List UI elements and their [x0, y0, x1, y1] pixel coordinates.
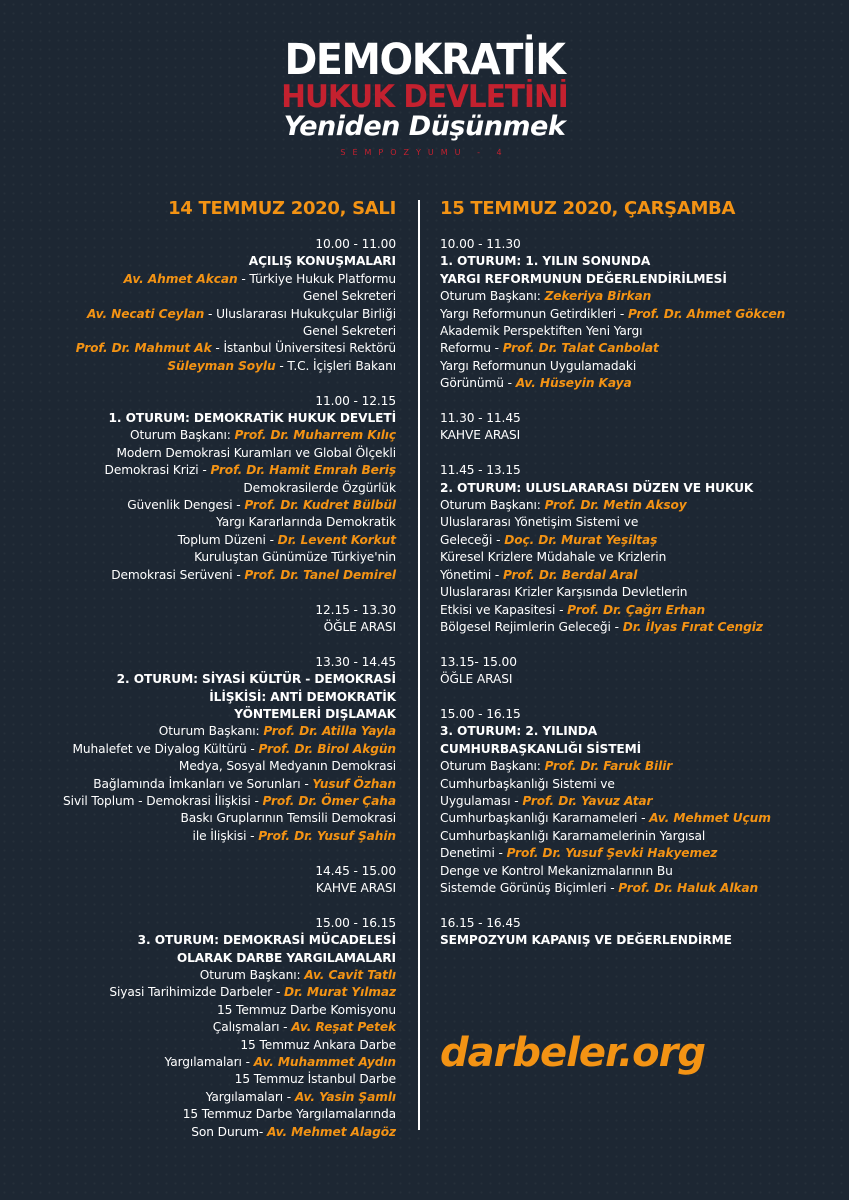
- column-divider: [418, 200, 420, 1130]
- line-text: Oturum Başkanı:: [440, 498, 545, 513]
- session-line: [440, 793, 840, 810]
- session-line: [20, 932, 396, 949]
- session-line: [440, 323, 840, 340]
- session-line: [440, 932, 840, 949]
- line-text: Genel Sekreteri: [302, 289, 396, 304]
- line-text: Oturum Başkanı:: [129, 428, 235, 443]
- session-line: [20, 1054, 396, 1071]
- line-text: Cumhurbaşkanlığı Kararnameleri -: [440, 811, 650, 826]
- speaker-name: Prof. Dr. Yavuz Atar: [522, 793, 653, 808]
- line-text: 1. OTURUM: 1. YILIN SONUNDA: [440, 254, 651, 269]
- line-text: Yargı Kararlarında Demokratik: [216, 515, 396, 530]
- line-text: ÖĞLE ARASI: [323, 619, 396, 634]
- session-time: [440, 462, 840, 479]
- line-text: Demokrasi Krizi -: [104, 463, 211, 478]
- session-line: [20, 445, 396, 462]
- session-line: [440, 845, 840, 862]
- session-line: [440, 427, 840, 444]
- speaker-name: Prof. Dr. Metin Aksoy: [544, 498, 687, 513]
- speaker-name: Prof. Dr. Muharrem Kılıç: [234, 428, 396, 443]
- session-line: [20, 1019, 396, 1036]
- session-block: [440, 654, 840, 689]
- line-text: Cumhurbaşkanlığı Kararnamelerinin Yargısal: [440, 828, 706, 843]
- session-line: [20, 427, 396, 444]
- session-line: [20, 880, 396, 897]
- session-line: [20, 967, 396, 984]
- session-line: [20, 1002, 396, 1019]
- speaker-name: Prof. Dr. Ahmet Gökcen: [627, 306, 786, 321]
- line-text: Cumhurbaşkanlığı Sistemi ve: [440, 776, 615, 791]
- session-line: [440, 532, 840, 549]
- session-line: [440, 288, 840, 305]
- session-line: [20, 723, 396, 740]
- session-line: [20, 271, 396, 288]
- logo-title-line1: DEMOKRATİK: [284, 35, 565, 85]
- speaker-name: Av. Yasin Şamlı: [294, 1089, 396, 1104]
- line-text: 12.15 - 13.30: [315, 602, 396, 617]
- line-text: Küresel Krizlere Müdahale ve Krizlerin: [440, 550, 667, 565]
- line-text: YARGI REFORMUNUN DEĞERLENDİRİLMESİ: [440, 271, 727, 286]
- session-block: [20, 654, 396, 845]
- session-line: [440, 741, 840, 758]
- session-time: [440, 915, 840, 932]
- session-line: [440, 671, 840, 688]
- session-line: [20, 741, 396, 758]
- session-block: [20, 602, 396, 637]
- session-line: [20, 410, 396, 427]
- line-text: Geleceği -: [440, 532, 505, 547]
- session-line: [440, 584, 840, 601]
- session-line: [20, 288, 396, 305]
- session-line: [440, 549, 840, 566]
- line-text: Siyasi Tarihimizde Darbeler -: [109, 985, 285, 1000]
- session-line: [20, 950, 396, 967]
- session-line: [440, 253, 840, 270]
- symposium-logo: [0, 35, 849, 157]
- line-text: Uluslararası Yönetişim Sistemi ve: [440, 515, 639, 530]
- line-text: Akademik Perspektiften Yeni Yargı: [440, 324, 643, 339]
- line-text: Sivil Toplum - Demokrasi İlişkisi -: [63, 793, 263, 808]
- line-text: Oturum Başkanı:: [440, 289, 545, 304]
- session-time: [20, 236, 396, 253]
- session-line: [440, 863, 840, 880]
- session-line: [440, 776, 840, 793]
- line-text: Denetimi -: [440, 846, 507, 861]
- line-text: - Uluslararası Hukukçular Birliği: [204, 306, 396, 321]
- line-text: ÖĞLE ARASI: [440, 672, 513, 687]
- line-text: KAHVE ARASI: [315, 880, 396, 895]
- day1-sessions: [20, 236, 396, 1141]
- session-time: [20, 393, 396, 410]
- session-line: [20, 810, 396, 827]
- line-text: 10.00 - 11.30: [440, 237, 521, 251]
- session-line: [20, 776, 396, 793]
- session-block: [440, 915, 840, 950]
- day1-heading: 14 TEMMUZ 2020, SALI: [168, 198, 396, 219]
- line-text: ile İlişkisi -: [192, 828, 259, 843]
- session-line: [440, 306, 840, 323]
- session-line: [20, 306, 396, 323]
- line-text: 15.00 - 16.15: [440, 706, 521, 721]
- line-text: Yargılamaları -: [164, 1055, 254, 1070]
- session-line: [440, 497, 840, 514]
- session-line: [440, 271, 840, 288]
- session-line: [20, 1124, 396, 1141]
- speaker-name: Prof. Dr. Tanel Demirel: [244, 567, 396, 582]
- speaker-name: Prof. Dr. Kudret Bülbül: [244, 498, 396, 513]
- session-block: [440, 410, 840, 445]
- session-line: [20, 828, 396, 845]
- speaker-name: Dr. İlyas Fırat Cengiz: [622, 619, 763, 634]
- line-text: Denge ve Kontrol Mekanizmalarının Bu: [440, 863, 673, 878]
- line-text: Etkisi ve Kapasitesi -: [440, 602, 568, 617]
- session-line: [440, 480, 840, 497]
- session-time: [20, 863, 396, 880]
- speaker-name: Prof. Dr. Yusuf Şahin: [258, 828, 396, 843]
- line-text: Güvenlik Dengesi -: [127, 498, 245, 513]
- speaker-name: Prof. Dr. Talat Canbolat: [502, 341, 659, 356]
- line-text: Muhalefet ve Diyalog Kültürü -: [72, 741, 259, 756]
- session-line: [440, 375, 840, 392]
- logo-subtitle: SEMPOZYUMU - 4: [340, 148, 509, 157]
- line-text: 15 Temmuz İstanbul Darbe: [234, 1072, 396, 1087]
- session-time: [440, 706, 840, 723]
- line-text: Demokrasilerde Özgürlük: [243, 480, 396, 495]
- line-text: Baskı Gruplarının Temsili Demokrasi: [180, 811, 396, 826]
- logo-title-line3: Yeniden Düşünmek: [283, 111, 566, 142]
- speaker-name: Zekeriya Birkan: [544, 289, 652, 304]
- session-line: [20, 514, 396, 531]
- line-text: YÖNTEMLERİ DIŞLAMAK: [234, 706, 396, 721]
- line-text: SEMPOZYUM KAPANIŞ VE DEĞERLENDİRME: [440, 933, 732, 948]
- line-text: Medya, Sosyal Medyanın Demokrasi: [178, 759, 396, 774]
- line-text: Bağlamında İmkanları ve Sorunları -: [93, 776, 313, 791]
- session-time: [440, 654, 840, 671]
- line-text: 11.45 - 13.15: [440, 463, 521, 478]
- line-text: CUMHURBAŞKANLIĞI SİSTEMİ: [440, 741, 642, 756]
- speaker-name: Yusuf Özhan: [312, 776, 396, 791]
- day2-schedule: [440, 196, 840, 967]
- session-line: [440, 619, 840, 636]
- line-text: Yargılamaları -: [205, 1089, 295, 1104]
- speaker-name: Doç. Dr. Murat Yeşiltaş: [504, 532, 658, 547]
- session-line: [440, 758, 840, 775]
- line-text: Görünümü -: [440, 376, 516, 391]
- line-text: Yargı Reformunun Getirdikleri -: [440, 306, 628, 321]
- line-text: OLARAK DARBE YARGILAMALARI: [176, 950, 396, 965]
- speaker-name: Prof. Dr. Hamit Emrah Beriş: [210, 463, 396, 478]
- speaker-name: Prof. Dr. Ömer Çaha: [262, 793, 396, 808]
- session-line: [20, 1037, 396, 1054]
- session-line: [20, 619, 396, 636]
- session-line: [20, 323, 396, 340]
- line-text: Oturum Başkanı:: [199, 967, 305, 982]
- logo-title-line2: HUKUK DEVLETİNİ: [281, 79, 568, 115]
- speaker-name: Prof. Dr. Birol Akgün: [258, 741, 396, 756]
- session-time: [440, 410, 840, 427]
- line-text: 11.30 - 11.45: [440, 411, 521, 426]
- day1-schedule: [20, 196, 396, 1158]
- session-time: [440, 236, 840, 253]
- line-text: 15 Temmuz Darbe Yargılamalarında: [182, 1107, 396, 1122]
- session-line: [20, 480, 396, 497]
- line-text: AÇILIŞ KONUŞMALARI: [248, 254, 396, 269]
- session-line: [440, 810, 840, 827]
- day2-sessions: [440, 236, 840, 950]
- line-text: 1. OTURUM: DEMOKRATİK HUKUK DEVLETİ: [108, 411, 396, 426]
- session-block: [440, 462, 840, 636]
- session-line: [20, 671, 396, 688]
- speaker-name: Av. Muhammet Aydın: [253, 1055, 396, 1070]
- session-line: [440, 358, 840, 375]
- line-text: Uluslararası Krizler Karşısında Devletlerin: [440, 585, 688, 600]
- speaker-name: Av. Mehmet Alagöz: [266, 1124, 396, 1139]
- line-text: Demokrasi Serüveni -: [111, 567, 245, 582]
- session-time: [20, 654, 396, 671]
- session-line: [20, 1071, 396, 1088]
- session-line: [20, 340, 396, 357]
- session-line: [20, 567, 396, 584]
- line-text: Yargı Reformunun Uygulamadaki: [440, 358, 637, 373]
- line-text: KAHVE ARASI: [440, 428, 521, 443]
- speaker-name: Prof. Dr. Faruk Bilir: [544, 759, 673, 774]
- line-text: - İstanbul Üniversitesi Rektörü: [211, 341, 396, 356]
- line-text: 15 Temmuz Darbe Komisyonu: [216, 1002, 396, 1017]
- line-text: Kuruluştan Günümüze Türkiye'nin: [194, 550, 396, 565]
- line-text: 13.15- 15.00: [440, 654, 517, 669]
- line-text: Sistemde Görünüş Biçimleri -: [440, 880, 619, 895]
- speaker-name: Prof. Dr. Haluk Alkan: [618, 880, 759, 895]
- line-text: Çalışmaları -: [212, 1020, 292, 1035]
- speaker-name: Prof. Dr. Berdal Aral: [502, 567, 638, 582]
- session-line: [440, 514, 840, 531]
- line-text: 11.00 - 12.15: [315, 393, 396, 408]
- line-text: Oturum Başkanı:: [440, 759, 545, 774]
- session-time: [20, 915, 396, 932]
- session-line: [440, 723, 840, 740]
- session-line: [20, 689, 396, 706]
- speaker-name: Prof. Dr. Atilla Yayla: [263, 724, 396, 739]
- line-text: Uygulaması -: [440, 793, 523, 808]
- line-text: 15.00 - 16.15: [315, 915, 396, 930]
- session-line: [20, 497, 396, 514]
- day2-heading: 15 TEMMUZ 2020, ÇARŞAMBA: [440, 198, 736, 219]
- line-text: 3. OTURUM: DEMOKRASİ MÜCADELESİ: [137, 933, 396, 948]
- speaker-name: Av. Necati Ceylan: [86, 306, 205, 321]
- speaker-name: Prof. Dr. Yusuf Şevki Hakyemez: [506, 846, 718, 861]
- line-text: Genel Sekreteri: [302, 324, 396, 339]
- line-text: 10.00 - 11.00: [315, 237, 396, 251]
- session-line: [440, 567, 840, 584]
- line-text: Oturum Başkanı:: [158, 724, 264, 739]
- line-text: İLİŞKİSİ: ANTİ DEMOKRATİK: [209, 689, 396, 704]
- line-text: - Türkiye Hukuk Platformu: [237, 271, 396, 286]
- line-text: Modern Demokrasi Kuramları ve Global Ölçekli: [116, 445, 396, 460]
- session-line: [20, 532, 396, 549]
- session-line: [440, 340, 840, 357]
- session-line: [440, 828, 840, 845]
- session-block: [20, 393, 396, 584]
- session-line: [20, 758, 396, 775]
- line-text: 13.30 - 14.45: [315, 654, 396, 669]
- session-block: [20, 915, 396, 1141]
- speaker-name: Dr. Levent Korkut: [277, 532, 396, 547]
- speaker-name: Prof. Dr. Çağrı Erhan: [567, 602, 706, 617]
- session-line: [20, 462, 396, 479]
- session-line: [20, 706, 396, 723]
- session-line: [20, 1089, 396, 1106]
- speaker-name: Prof. Dr. Mahmut Ak: [75, 341, 212, 356]
- session-line: [20, 1106, 396, 1123]
- session-line: [20, 793, 396, 810]
- line-text: Son Durum-: [191, 1124, 267, 1139]
- session-block: [20, 863, 396, 898]
- line-text: 16.15 - 16.45: [440, 915, 521, 930]
- line-text: - T.C. İçişleri Bakanı: [275, 358, 396, 373]
- line-text: Toplum Düzeni -: [177, 532, 278, 547]
- line-text: 2. OTURUM: ULUSLARARASI DÜZEN VE HUKUK: [440, 480, 754, 495]
- line-text: 15 Temmuz Ankara Darbe: [240, 1037, 396, 1052]
- session-line: [440, 602, 840, 619]
- speaker-name: Av. Ahmet Akcan: [123, 271, 238, 286]
- session-block: [20, 236, 396, 375]
- speaker-name: Av. Mehmet Uçum: [649, 811, 771, 826]
- session-line: [20, 253, 396, 270]
- session-block: [440, 236, 840, 393]
- session-line: [440, 880, 840, 897]
- line-text: 14.45 - 15.00: [315, 863, 396, 878]
- speaker-name: Av. Reşat Petek: [291, 1020, 396, 1035]
- session-block: [440, 706, 840, 897]
- session-time: [20, 602, 396, 619]
- session-line: [20, 984, 396, 1001]
- line-text: Bölgesel Rejimlerin Geleceği -: [440, 619, 623, 634]
- line-text: Yönetimi -: [440, 567, 503, 582]
- session-line: [20, 358, 396, 375]
- speaker-name: Av. Hüseyin Kaya: [515, 376, 632, 391]
- speaker-name: Dr. Murat Yılmaz: [284, 985, 396, 1000]
- line-text: Reformu -: [440, 341, 503, 356]
- speaker-name: Av. Cavit Tatlı: [304, 967, 396, 982]
- line-text: 2. OTURUM: SİYASİ KÜLTÜR - DEMOKRASİ: [116, 672, 396, 687]
- speaker-name: Süleyman Soylu: [167, 358, 276, 373]
- line-text: 3. OTURUM: 2. YILINDA: [440, 724, 598, 739]
- session-line: [20, 549, 396, 566]
- website-link[interactable]: darbeler.org: [440, 1030, 706, 1076]
